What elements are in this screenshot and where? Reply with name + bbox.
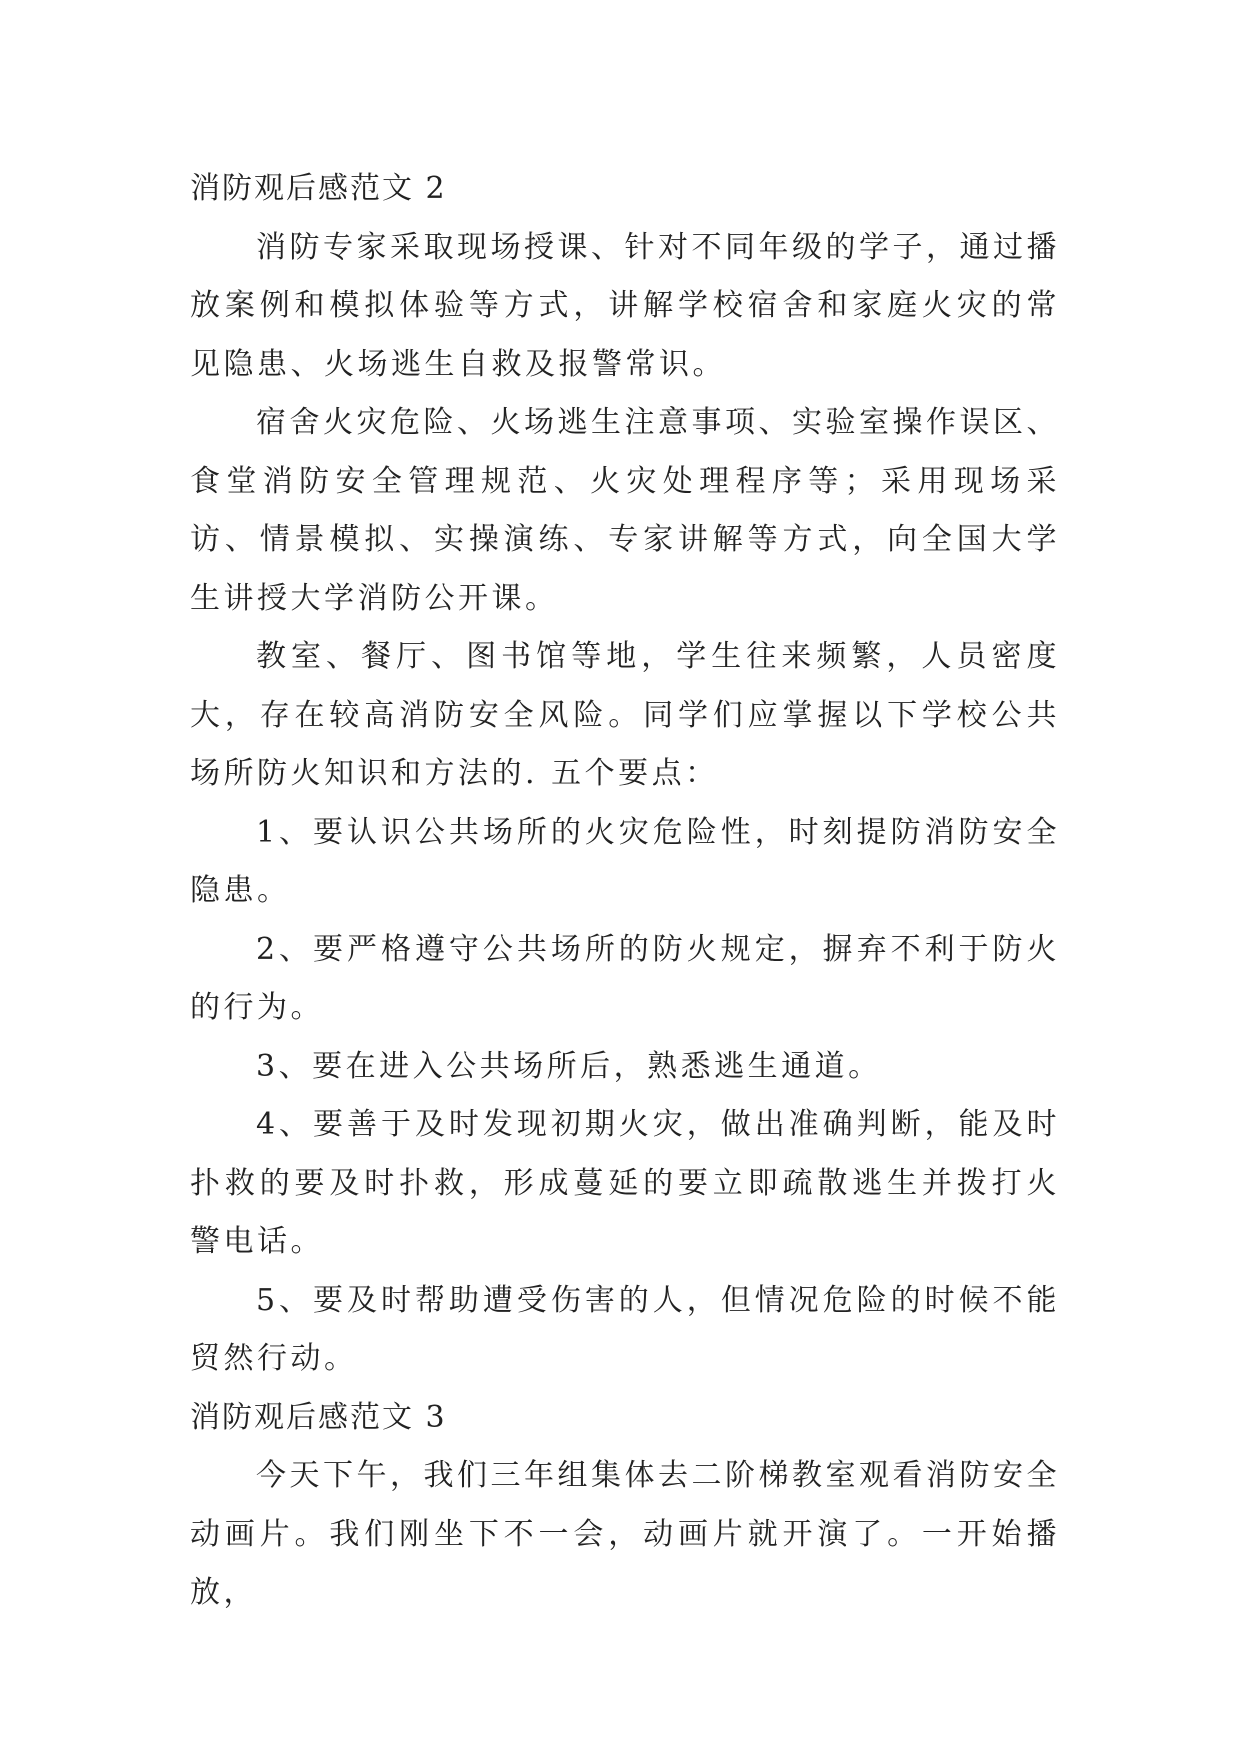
list-item-point-5: 5、要及时帮助遭受伤害的人，但情况危险的时候不能贸然行动。 [190,1282,1060,1376]
paragraph-public-places: 教室、餐厅、图书馆等地，学生往来频繁，人员密度大，存在较高消防安全风险。同学们应掌握以下学校公共场所防火知识和方法的. 五个要点： [190,639,1060,791]
section-heading-3: 消防观后感范文 3 [190,1399,447,1435]
paragraph-topics: 宿舍火灾危险、火场逃生注意事项、实验室操作误区、食堂消防安全管理规范、火灾处理程序等；采用现场采访、情景模拟、实操演练、专家讲解等方式，向全国大学生讲授大学消防公开课。 [190,405,1060,616]
list-item-point-4: 4、要善于及时发现初期火灾，做出准确判断，能及时扑救的要及时扑救，形成蔓延的要立即疏散逃生并拨打火警电话。 [190,1107,1060,1259]
section-heading-2: 消防观后感范文 2 [190,171,447,206]
list-item-point-3: 3、要在进入公共场所后，熟悉逃生通道。 [256,1048,882,1084]
document-body [190,160,1060,1623]
list-item-point-2: 2、要严格遵守公共场所的防火规定，摒弃不利于防火的行为。 [190,931,1060,1025]
list-item-point-1: 1、要认识公共场所的火灾危险性，时刻提防消防安全隐患。 [190,814,1060,908]
paragraph-intro-lecture: 消防专家采取现场授课、针对不同年级的学子，通过播放案例和模拟体验等方式，讲解学校宿舍和家庭火灾的常见隐患、火场逃生自救及报警常识。 [190,229,1060,382]
paragraph-cartoon-viewing: 今天下午，我们三年组集体去二阶梯教室观看消防安全动画片。我们刚坐下不一会，动画片就开演了。一开始播放， [190,1458,1060,1610]
